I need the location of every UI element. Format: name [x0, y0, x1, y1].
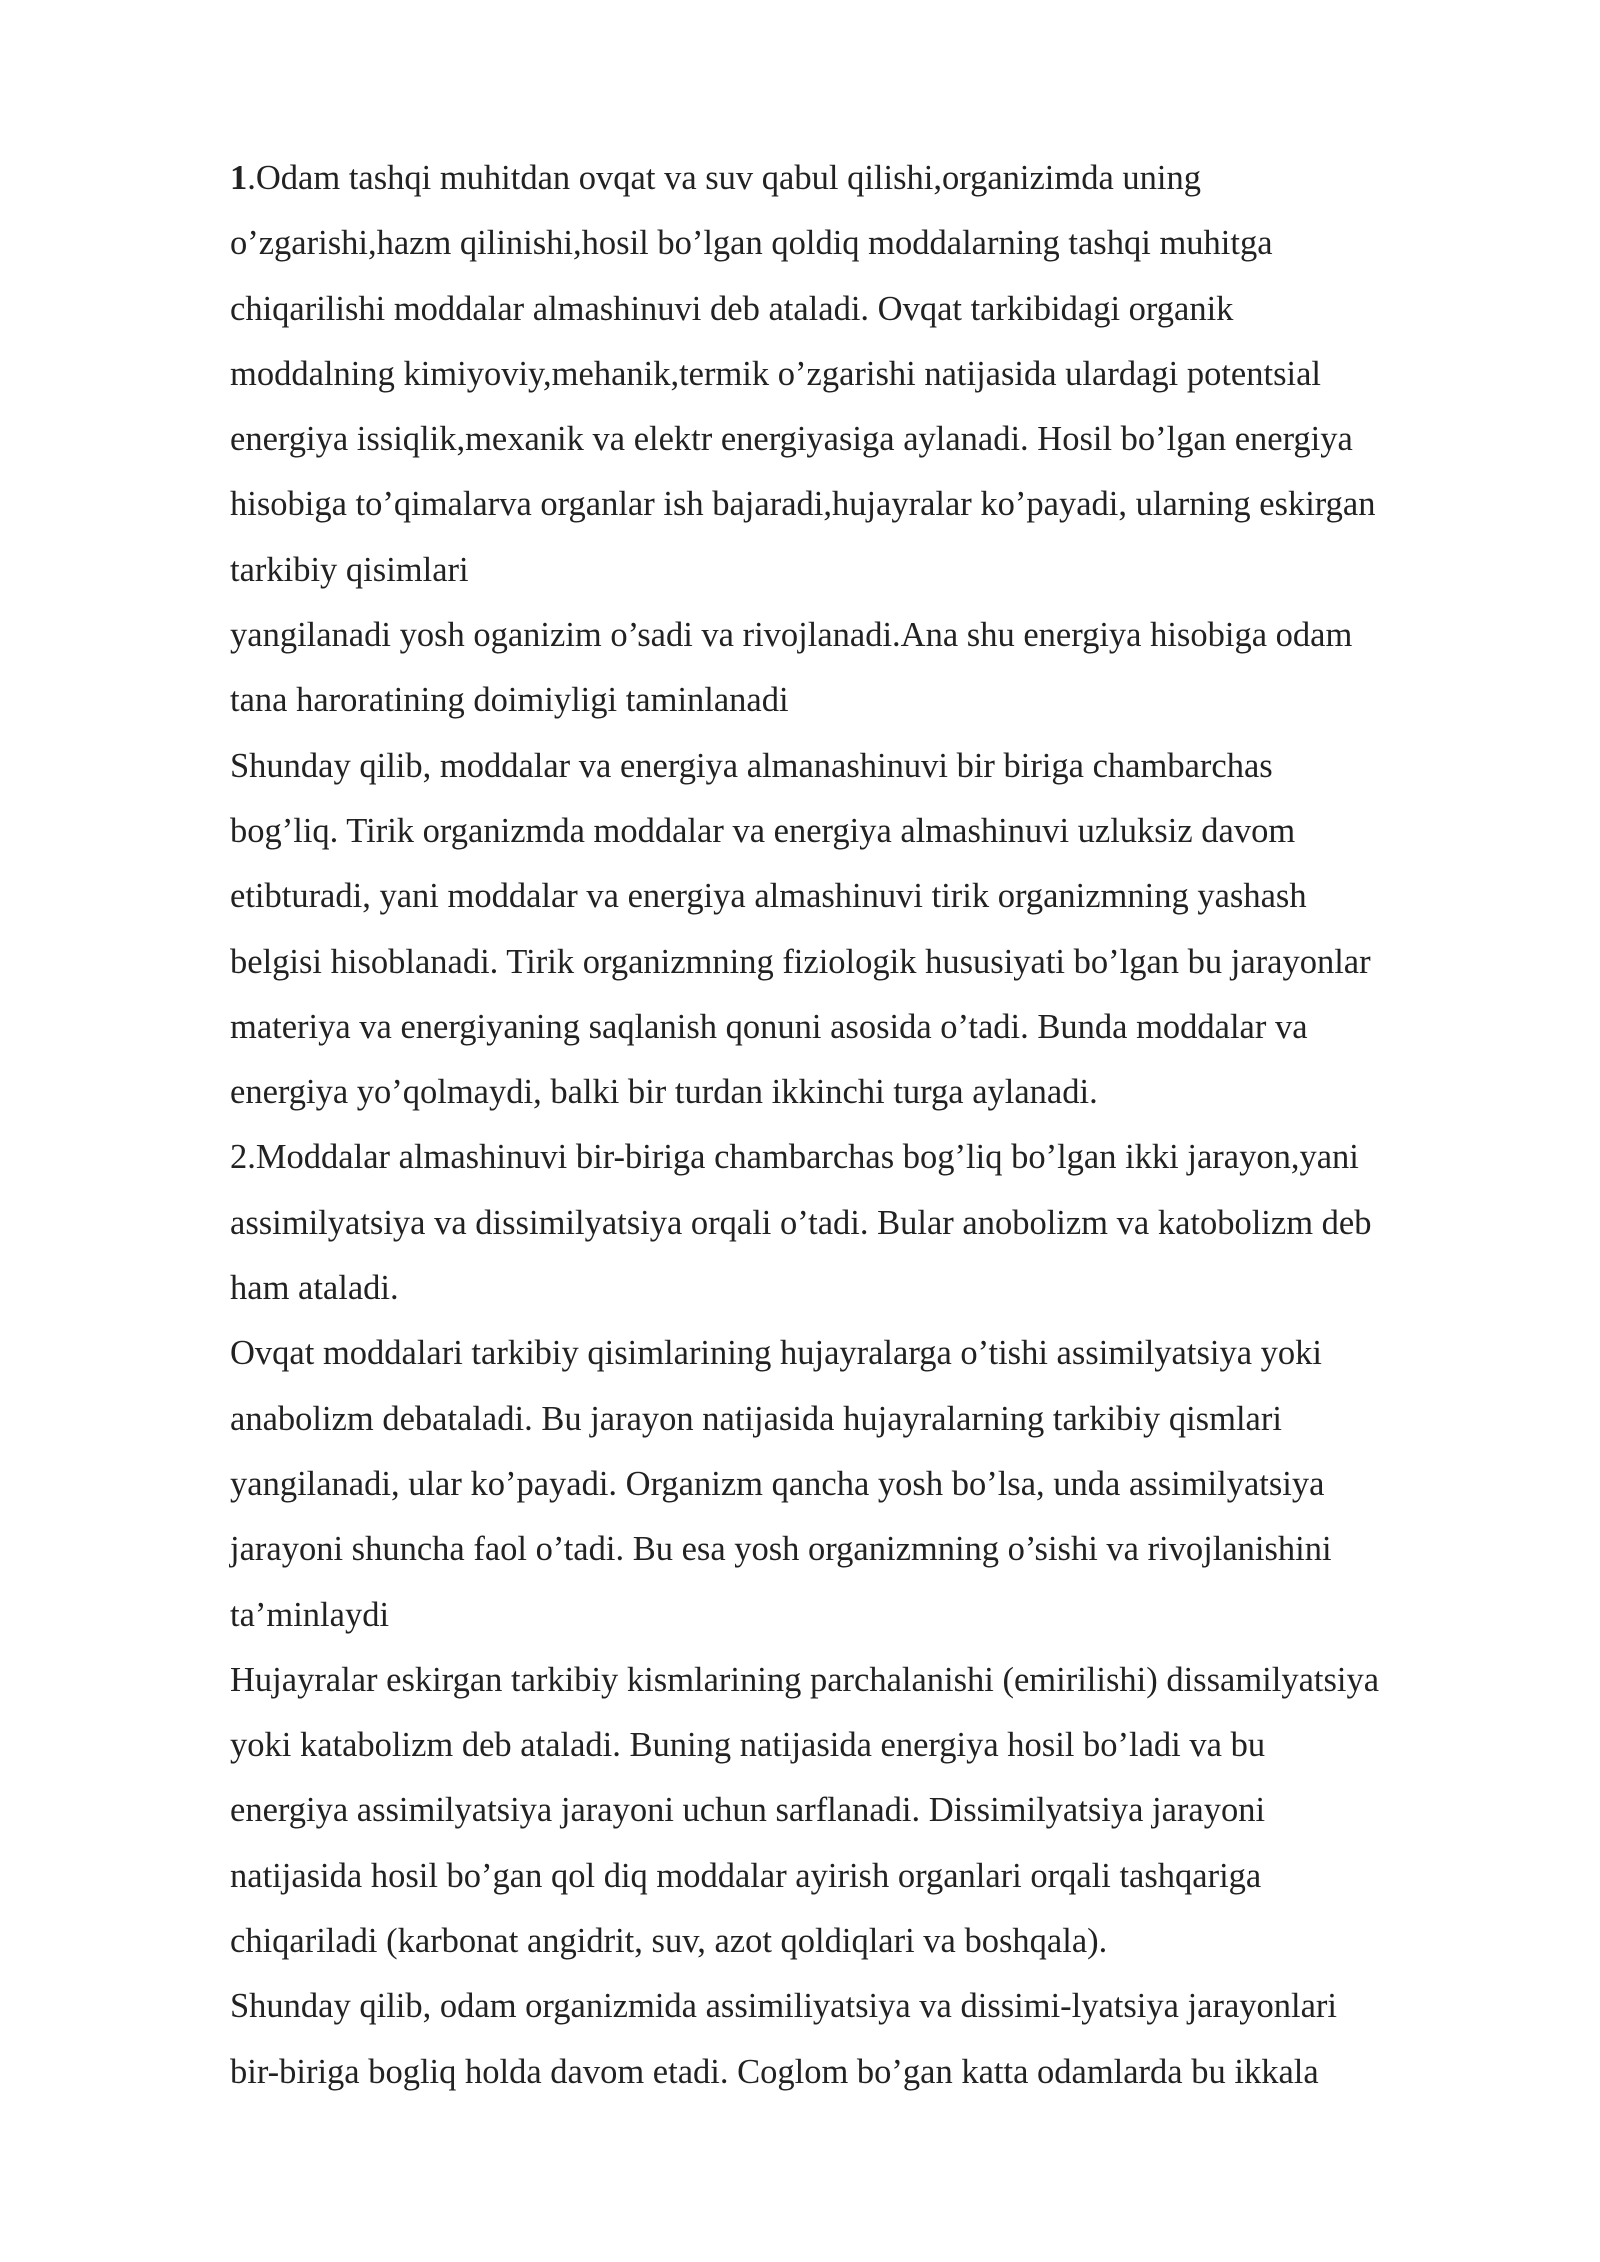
- text-line: [230, 603, 1530, 668]
- text-line: [230, 734, 1530, 799]
- text-line: [230, 1648, 1530, 1713]
- line-text: bir-biriga bogliq holda davom etadi. Coglom bo’gan katta odamlarda bu ikkala: [230, 2052, 1319, 2091]
- text-line: [230, 1713, 1530, 1778]
- line-text: hisobiga to’qimalarva organlar ish bajaradi,hujayralar ko’payadi, ularning eskirgan: [230, 485, 1376, 524]
- line-text: energiya issiqlik,mexanik va elektr energiyasiga aylanadi. Hosil bo’lgan energiya: [230, 420, 1353, 459]
- text-line: [230, 1778, 1530, 1843]
- line-text: anabolizm debataladi. Bu jarayon natijasida hujayralarning tarkibiy qismlari: [230, 1399, 1282, 1438]
- line-text: Shunday qilib, odam organizmida assimiliyatsiya va dissimi-lyatsiya jarayonlari: [230, 1987, 1337, 2026]
- line-text: Shunday qilib, moddalar va energiya almanashinuvi bir biriga chambarchas: [230, 746, 1273, 785]
- line-text: tana haroratining doimiyligi taminlanadi: [230, 681, 789, 720]
- text-line: [230, 277, 1530, 342]
- text-line: [230, 995, 1530, 1060]
- line-text: energiya assimilyatsiya jarayoni uchun sarflanadi. Dissimilyatsiya jarayoni: [230, 1791, 1266, 1830]
- line-text: yoki katabolizm deb ataladi. Buning natijasida energiya hosil bo’ladi va bu: [230, 1726, 1266, 1765]
- line-text: energiya yo’qolmaydi, balki bir turdan ikkinchi turga aylanadi.: [230, 1073, 1098, 1112]
- text-line: [230, 1583, 1530, 1648]
- text-line: [230, 1125, 1530, 1190]
- line-text: ta’minlaydi: [230, 1595, 390, 1634]
- text-line: [230, 342, 1530, 407]
- line-text: .Odam tashqi muhitdan ovqat va suv qabul qilishi,organizimda uning: [247, 159, 1201, 197]
- text-line: [230, 146, 1530, 211]
- text-line: [230, 211, 1530, 276]
- text-line: [230, 1974, 1530, 2039]
- line-text: materiya va energiyaning saqlanish qonuni asosida o’tadi. Bunda moddalar va: [230, 1007, 1308, 1046]
- text-line: [230, 1517, 1530, 1582]
- section-number: 1: [230, 159, 248, 197]
- line-text: moddalning kimiyoviy,mehanik,termik o’zgarishi natijasida ulardagi potentsial: [230, 354, 1321, 393]
- line-text: natijasida hosil bo’gan qol diq moddalar ayirish organlari orqali tashqariga: [230, 1856, 1262, 1895]
- text-line: [230, 1452, 1530, 1517]
- line-text: jarayoni shuncha faol o’tadi. Bu esa yosh organizmning o’sishi va rivojlanishini: [230, 1530, 1332, 1569]
- line-text: assimilyatsiya va dissimilyatsiya orqali o’tadi. Bular anobolizm va katobolizm deb: [230, 1203, 1372, 1242]
- text-line: [230, 407, 1530, 472]
- text-line: [230, 472, 1530, 537]
- line-text: chiqarilishi moddalar almashinuvi deb ataladi. Ovqat tarkibidagi organik: [230, 289, 1234, 328]
- text-line: [230, 864, 1530, 929]
- line-text: bog’liq. Tirik organizmda moddalar va energiya almashinuvi uzluksiz davom: [230, 811, 1296, 850]
- line-text: o’zgarishi,hazm qilinishi,hosil bo’lgan qoldiq moddalarning tashqi muhitga: [230, 224, 1273, 263]
- line-text: tarkibiy qisimlari: [230, 550, 469, 589]
- line-text: etibturadi, yani moddalar va energiya almashinuvi tirik organizmning yashash: [230, 877, 1307, 916]
- text-line: [230, 799, 1530, 864]
- text-line: [230, 1256, 1530, 1321]
- line-text: ham ataladi.: [230, 1269, 399, 1308]
- text-line: [230, 2040, 1530, 2105]
- text-line: [230, 538, 1530, 603]
- text-line: [230, 1191, 1530, 1256]
- line-text: yangilanadi yosh oganizim o’sadi va rivojlanadi.Ana shu energiya hisobiga odam: [230, 616, 1353, 655]
- line-text: yangilanadi, ular ko’payadi. Organizm qancha yosh bo’lsa, unda assimilyatsiya: [230, 1464, 1325, 1503]
- line-text: Hujayralar eskirgan tarkibiy kismlarining parchalanishi (emirilishi) dissamilyatsiya: [230, 1660, 1380, 1699]
- text-line: [230, 1387, 1530, 1452]
- text-line: [230, 668, 1530, 733]
- line-text: chiqariladi (karbonat angidrit, suv, azot qoldiqlari va boshqala).: [230, 1922, 1108, 1961]
- text-line: [230, 1844, 1530, 1909]
- document-body: [230, 146, 1530, 2105]
- text-line: [230, 1321, 1530, 1386]
- text-line: [230, 1060, 1530, 1125]
- text-line: [230, 1909, 1530, 1974]
- line-text: belgisi hisoblanadi. Tirik organizmning fiziologik hususiyati bo’lgan bu jarayonlar: [230, 942, 1371, 981]
- line-text: 2.Moddalar almashinuvi bir-biriga chambarchas bog’liq bo’lgan ikki jarayon,yani: [230, 1138, 1359, 1177]
- line-text: Ovqat moddalari tarkibiy qisimlarining hujayralarga o’tishi assimilyatsiya yoki: [230, 1334, 1322, 1373]
- text-line: [230, 930, 1530, 995]
